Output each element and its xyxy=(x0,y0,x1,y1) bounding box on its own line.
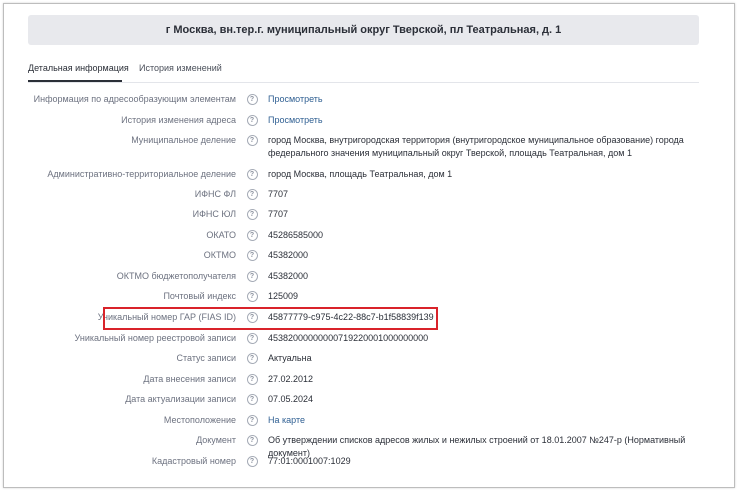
help-icon[interactable]: ? xyxy=(247,374,258,385)
row-document xyxy=(0,434,740,458)
row-label: Документ xyxy=(196,435,236,445)
help-icon[interactable]: ? xyxy=(247,135,258,146)
help-icon[interactable]: ? xyxy=(247,209,258,220)
help-icon[interactable]: ? xyxy=(247,189,258,200)
help-icon[interactable]: ? xyxy=(247,456,258,467)
row-label: ОКТМО бюджетополучателя xyxy=(116,271,236,281)
row-value: 7707 xyxy=(268,189,289,199)
row-value: Об утверждении списков адресов жилых и нежилых строений от 18.01.2007 №247-р (Нормативный документ) xyxy=(268,435,686,458)
row-value: город Москва, внутригородская территория (внутригородское муниципальное образование) города федерального значения муниципальный округ Тверской, площадь Театральная, дом 1 xyxy=(268,135,684,158)
fias-id-highlight-box xyxy=(103,307,438,330)
help-icon[interactable]: ? xyxy=(247,415,258,426)
row-value: 07.05.2024 xyxy=(268,394,314,404)
row-okato xyxy=(0,229,740,249)
row-address-elements xyxy=(0,93,740,114)
row-label: Местоположение xyxy=(163,415,236,425)
row-ifns-ul xyxy=(0,208,740,229)
view-link[interactable]: Просмотреть xyxy=(268,115,323,125)
row-value: 45382000 xyxy=(268,271,309,281)
help-icon[interactable]: ? xyxy=(247,115,258,126)
active-tab-indicator xyxy=(28,80,122,82)
row-label: Дата внесения записи xyxy=(143,374,236,384)
help-icon[interactable]: ? xyxy=(247,291,258,302)
row-registry-number xyxy=(0,332,740,352)
address-title: г Москва, вн.тер.г. муниципальный округ Тверской, пл Театральная, д. 1 xyxy=(165,24,562,36)
help-icon[interactable]: ? xyxy=(247,169,258,180)
help-icon[interactable]: ? xyxy=(247,250,258,261)
row-ifns-fl xyxy=(0,188,740,208)
row-record-status xyxy=(0,352,740,373)
tab-details[interactable]: Детальная информация xyxy=(28,63,129,73)
row-value: 125009 xyxy=(268,291,299,301)
row-label: Муниципальное деление xyxy=(131,135,236,145)
help-icon[interactable]: ? xyxy=(247,353,258,364)
row-value: 45382000 xyxy=(268,250,309,260)
row-label: Уникальный номер реестровой записи xyxy=(74,333,236,343)
help-icon[interactable]: ? xyxy=(247,333,258,344)
row-value: Актуальна xyxy=(268,353,312,363)
row-label: Почтовый индекс xyxy=(163,291,236,301)
row-value: 7707 xyxy=(268,209,289,219)
help-icon[interactable]: ? xyxy=(247,94,258,105)
row-label: Административно-территориальное деление xyxy=(47,169,236,179)
row-date-added xyxy=(0,373,740,393)
row-label: Информация по адресообразующим элементам xyxy=(33,94,236,104)
row-label: История изменения адреса xyxy=(121,115,236,125)
address-header xyxy=(28,15,699,45)
row-value: город Москва, площадь Театральная, дом 1 xyxy=(268,169,453,179)
help-icon[interactable]: ? xyxy=(247,394,258,405)
row-cadastral-number xyxy=(0,455,740,475)
row-label: Кадастровый номер xyxy=(151,456,236,466)
row-label: ОКАТО xyxy=(206,230,236,240)
row-label: ИФНС ЮЛ xyxy=(192,209,236,219)
row-municipal-division xyxy=(0,134,740,168)
view-link[interactable]: Просмотреть xyxy=(268,94,323,104)
row-label: Статус записи xyxy=(176,353,236,363)
row-oktmo-recipient xyxy=(0,270,740,290)
help-icon[interactable]: ? xyxy=(247,230,258,241)
help-icon[interactable]: ? xyxy=(247,312,258,323)
row-value: 77:01:0001007:1029 xyxy=(268,456,351,466)
tab-bar xyxy=(28,60,699,83)
details-list xyxy=(0,93,740,475)
row-label: Уникальный номер ГАР (FIAS ID) xyxy=(97,312,236,322)
row-value: 45286585000 xyxy=(268,230,324,240)
fias-id-value: 45877779-c975-4c22-88c7-b1f58839f139 xyxy=(268,312,434,322)
row-value: 27.02.2012 xyxy=(268,374,314,384)
row-label: Дата актуализации записи xyxy=(125,394,236,404)
row-label: ИФНС ФЛ xyxy=(194,189,236,199)
row-value: 45382000000000719220001000000000 xyxy=(268,333,429,343)
row-date-updated xyxy=(0,393,740,414)
map-link[interactable]: На карте xyxy=(268,415,305,425)
help-icon[interactable]: ? xyxy=(247,271,258,282)
row-address-history xyxy=(0,114,740,134)
row-label: ОКТМО xyxy=(203,250,236,260)
row-admin-division xyxy=(0,168,740,188)
tab-history[interactable]: История изменений xyxy=(139,63,222,73)
row-location xyxy=(0,414,740,434)
row-oktmo xyxy=(0,249,740,270)
help-icon[interactable]: ? xyxy=(247,435,258,446)
